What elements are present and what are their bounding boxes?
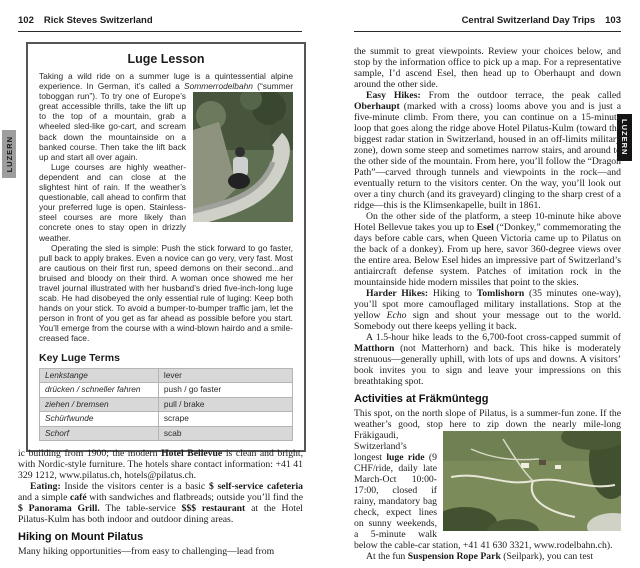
table-row bbox=[40, 368, 293, 383]
page-number-left: 102 bbox=[18, 15, 34, 26]
right-running-head bbox=[354, 15, 621, 32]
section-heading-hiking: Hiking on Mount Pilatus bbox=[18, 531, 144, 543]
box-paragraph: Luge courses are highly weather-dependent and can close at the slightest hint of rain. If the weather’s questionable, call ahead to confirm that your preferred luge is open. Stainless-steel courses are more likely than concrete ones to stay open in drizzly weather. bbox=[39, 161, 186, 243]
term-english: push / go faster bbox=[158, 383, 292, 398]
term-english: pull / brake bbox=[158, 397, 292, 412]
page-number-right: 103 bbox=[605, 15, 621, 26]
term-german: Schürfwunde bbox=[40, 412, 159, 427]
paragraph: Eating: Inside the visitors center is a basic $ self-service cafeteria and a simple café with sandwiches and flatbreads; outside you’ll find the $ Panorama Grill. The table-service $$$ restaurant at the Hotel Pilatus-Kulm has both indoor and outdoor dining areas. bbox=[18, 481, 303, 525]
paragraph: Harder Hikes: Hiking to Tomlishorn (35 minutes one-way), you’ll spot more camouflaged military installations. Stop at the yellow Echo sign and shout your message out to the world. Somebody out there keeps yelling it back. bbox=[354, 288, 622, 332]
box-paragraph: Operating the sled is simple: Push the stick forward to go faster, pull back to apply brakes. Even a novice can go very, very fast. Most are cautious on their first run, speed demons on their second...and bruised and bloody on their third. A woman once showed me her travel journal illustrated with her husband’s dried five-inch-long luge scab. He had disobeyed the only essential rule of luging: Keep both hands on your stick. To avoid a bumper-to-bumper traffic jam, let the person in front of you get as far ahead as possible before you start. You’ll emerge from the course with a wind-blown hairdo and a smile-creased face. bbox=[39, 242, 293, 344]
luge-terms-table bbox=[39, 368, 293, 442]
running-head-title-left: Rick Steves Switzerland bbox=[43, 15, 153, 26]
left-page-body bbox=[18, 448, 303, 557]
paragraph: Many hiking opportunities—from easy to challenging—lead from bbox=[18, 546, 275, 557]
aerial-photo bbox=[443, 431, 621, 531]
term-german: Lenkstange bbox=[40, 368, 159, 383]
paragraph: Easy Hikes: From the outdoor terrace, the peak called Oberhaupt (marked with a cross) looms above you and is just a five-minute climb. From there, you can continue on a 15-minute loop that goes along the ridge above Hotel Pilatus-Kulm (toward the biggest radar station in Switzerland, housed in an off-limits military zone), down some steep and sometimes narrow stairs, and around to the other side of the mountain. From here, you’ll follow the “Dragon Path”—carved through tunnels and viewpoints in the rock—and eventually return to the visitors center. On the way, you’ll look out over a tiny church (and its graveyard) clinging to the sharp crest of a ridge—this is the Klimsenkapelle, built in 1861. bbox=[354, 90, 621, 211]
paragraph: A 1.5-hour hike leads to the 6,700-foot cross-capped summit of Matthorn (not Matterhorn) and back. This hike is moderately strenuous—generally uphill, with lots of ups and downs. A visitors’ book invites you to sign and leave your impressions on this breathtaking spot. bbox=[354, 332, 621, 387]
table-row bbox=[40, 426, 293, 441]
table-row bbox=[40, 412, 293, 427]
term-english: scrape bbox=[158, 412, 292, 427]
fraekmuentegg-section bbox=[354, 408, 621, 562]
right-page-body bbox=[354, 46, 621, 562]
box-title: Luge Lesson bbox=[127, 52, 205, 66]
running-head-title-right: Central Switzerland Day Trips bbox=[461, 15, 596, 26]
term-german: ziehen / bremsen bbox=[40, 397, 159, 412]
margin-tab-label-left: LUZERN bbox=[4, 135, 14, 173]
paragraph: ic building from 1900; the modern Hotel Bellevue is clean and bright, with Nordic-style furniture. The hotels share contact information: +41 41 329 1212, www.pilatus.ch, hotels@pilatus.ch. bbox=[18, 448, 303, 481]
paragraph: At the fun Suspension Rope Park (Seilpark), you can test bbox=[366, 551, 594, 562]
paragraph: the summit to great viewpoints. Review your choices below, and stop by the information office to pick up a map. For a representative sample, I’d ascend Esel, then head up to Oberhaupt and down around the other side. bbox=[354, 46, 621, 90]
margin-tab-left bbox=[2, 130, 16, 178]
term-german: Schorf bbox=[40, 426, 159, 441]
paragraph: This spot, on the north slope of Pilatus, is a summer-fun zone. If the weather’s good, stop here to zip down the nearly mile-long Fräkigaudi, Switzerland’s longest luge ride (9 CHF/ride, daily late March-Oct 10:00-17:00, closed if rainy, mandatory bag check, expect lines on sunny weekends, a 5-minute walk below the cable-car station, +41 41 630 3321, www.rodelbahn.ch). bbox=[354, 408, 621, 551]
box-paragraph: Taking a wild ride on a summer luge is a quintessential alpine experience. In German, it’s called a Sommerrodelbahn (“summer toboggan run”). To try one of Europe’s great accessible thrills, take the lift up to the top of a mountain, grab a wheeled sled-like go-cart, and scream back down the mountainside on a banked course. Then take the lift back up and start all over again. bbox=[39, 71, 293, 162]
paragraph: On the other side of the platform, a steep 10-minute hike above Hotel Bellevue takes you up to Esel (“Donkey,” commemorating the days before cable cars, when Queen Victoria came up to Pilatus on the back of a donkey). From up here, savor 360-degree views over the entire area. Below Esel hides an impressive part of Switzerland’s antiaircraft defense system. Patches of imitation rock in the mountainside hide modern missiles that point to the skies. bbox=[354, 211, 621, 288]
section-heading-fraekmuentegg: Activities at Fräkmüntegg bbox=[354, 393, 489, 405]
term-german: drücken / schneller fahren bbox=[40, 383, 159, 398]
term-english: lever bbox=[158, 368, 292, 383]
left-running-head bbox=[18, 15, 302, 32]
table-row bbox=[40, 397, 293, 412]
table-row bbox=[40, 383, 293, 398]
luge-photo bbox=[193, 92, 293, 222]
luge-lesson-box bbox=[26, 42, 306, 452]
margin-tab-label-right: LUZERN bbox=[620, 119, 629, 156]
term-english: scab bbox=[158, 426, 292, 441]
terms-heading: Key Luge Terms bbox=[39, 351, 120, 364]
